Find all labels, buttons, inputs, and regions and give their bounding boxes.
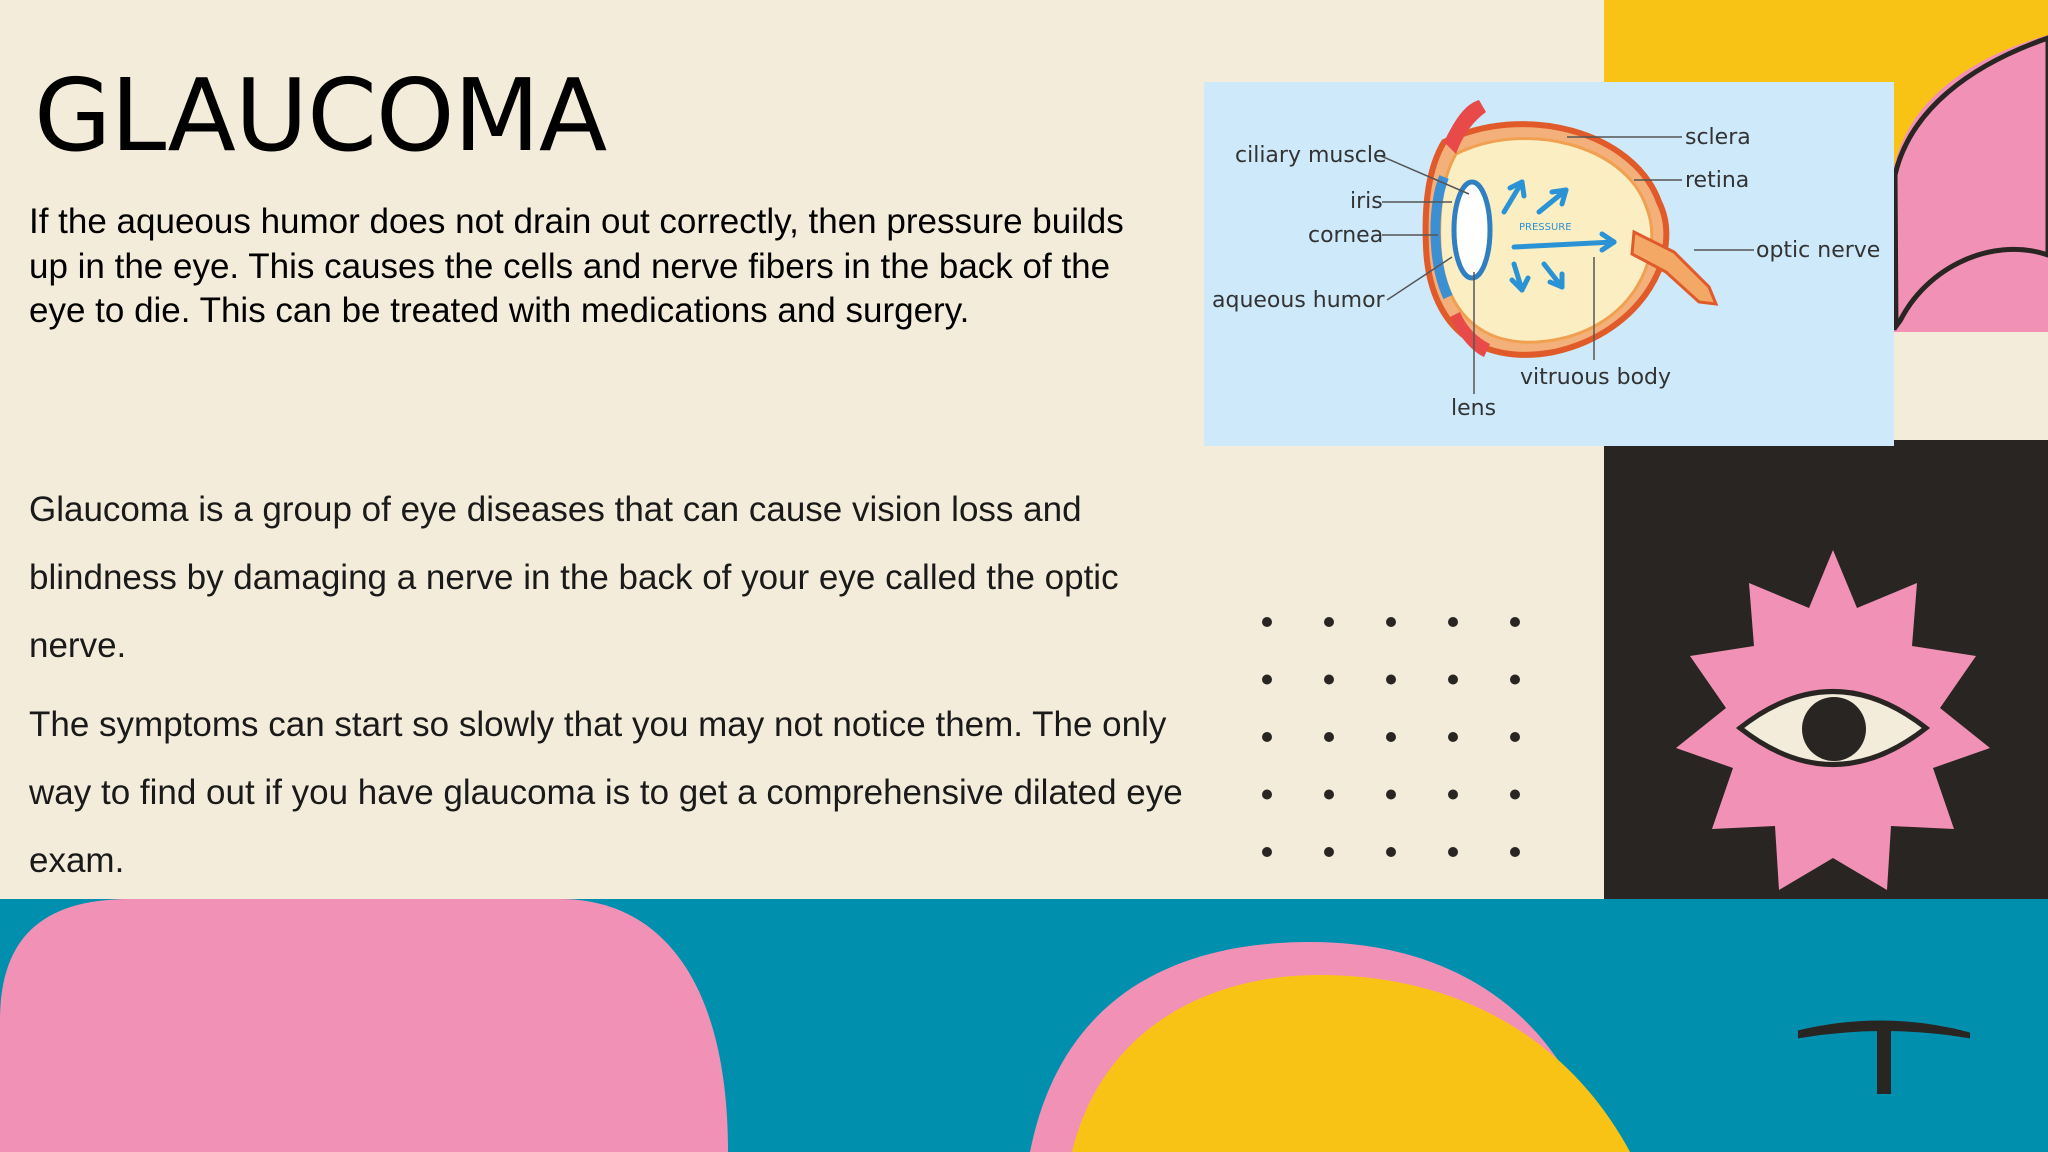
label-ciliary-muscle: ciliary muscle xyxy=(1235,143,1387,168)
paragraph-symptoms: The symptoms can start so slowly that you may not notice them. The only way to find out if you have glaucoma is to get a comprehensive dilated eye exam. xyxy=(29,705,1183,880)
decor-dot xyxy=(1262,847,1272,857)
decor-dot xyxy=(1386,790,1396,800)
label-lens: lens xyxy=(1451,396,1497,421)
svg-text:PRESSURE: PRESSURE xyxy=(1519,222,1572,233)
decor-dot xyxy=(1448,790,1458,800)
decor-dot xyxy=(1324,790,1334,800)
decor-dot xyxy=(1510,847,1520,857)
decor-dot xyxy=(1510,617,1520,627)
decor-dot xyxy=(1448,617,1458,627)
decor-dot xyxy=(1386,732,1396,742)
decor-dot xyxy=(1510,790,1520,800)
label-optic-nerve: optic nerve xyxy=(1756,238,1881,263)
label-retina: retina xyxy=(1685,168,1750,193)
paragraph-definition: Glaucoma is a group of eye diseases that can cause vision loss and blindness by damaging a nerve in the back of your eye called the optic nerve. xyxy=(29,490,1119,665)
decor-dot xyxy=(1386,617,1396,627)
decor-dot xyxy=(1448,675,1458,685)
decor-dot xyxy=(1324,732,1334,742)
decor-dot xyxy=(1386,675,1396,685)
label-aqueous-humor: aqueous humor xyxy=(1212,288,1385,313)
decor-dot xyxy=(1324,675,1334,685)
label-cornea: cornea xyxy=(1308,223,1384,248)
decor-dot xyxy=(1262,675,1272,685)
decor-dot xyxy=(1510,675,1520,685)
label-iris: iris xyxy=(1350,189,1383,214)
decor-dot xyxy=(1510,732,1520,742)
label-sclera: sclera xyxy=(1685,125,1751,150)
dot-grid-decoration xyxy=(1250,612,1550,872)
label-vitruous-body: vitruous body xyxy=(1520,365,1672,390)
pink-blob-bottom-left xyxy=(0,899,728,1152)
decor-dot xyxy=(1448,847,1458,857)
decor-dot xyxy=(1324,617,1334,627)
decor-dot xyxy=(1262,732,1272,742)
decor-dot xyxy=(1262,617,1272,627)
decor-dot xyxy=(1262,790,1272,800)
page-title: GLAUCOMA xyxy=(34,57,607,174)
decor-dot xyxy=(1386,847,1396,857)
decor-dot xyxy=(1324,847,1334,857)
decor-dot xyxy=(1448,732,1458,742)
paragraph-drainage: If the aqueous humor does not drain out correctly, then pressure builds up in the eye. This causes the cells and nerve fibers in the back of the eye to die. This can be treated with medications and surgery. xyxy=(29,202,1124,330)
eyeball-illustration xyxy=(1426,100,1716,357)
eye-anatomy-diagram xyxy=(1204,82,1894,446)
